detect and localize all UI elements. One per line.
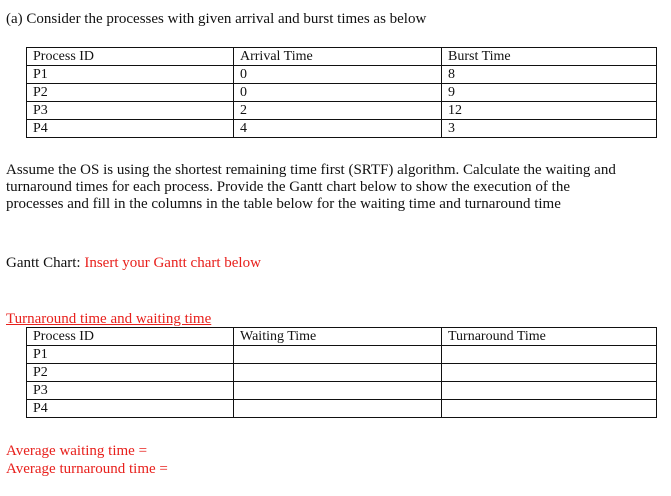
table-row [27, 346, 657, 364]
process-id-cell: P2 [27, 84, 234, 102]
table-row [27, 400, 657, 418]
header-turnaround-time: Turnaround Time [442, 328, 657, 346]
turnaround-time-cell[interactable] [442, 346, 657, 364]
arrival-time-cell: 0 [234, 66, 442, 84]
waiting-time-cell[interactable] [234, 346, 442, 364]
process-id-cell: P4 [27, 120, 234, 138]
instructions-paragraph: Assume the OS is using the shortest remaining time first (SRTF) algorithm. Calculate the waiting and turnaround times for each process. Provide the Gantt chart below to show the execution of the processes and fill in the columns in the table below for the waiting time and turnaround time [6, 162, 616, 212]
table-row [27, 120, 657, 138]
gantt-chart-prompt: Insert your Gantt chart below [84, 255, 261, 271]
burst-time-cell: 12 [442, 102, 657, 120]
average-waiting-time-label: Average waiting time = [6, 443, 148, 459]
process-id-cell: P1 [27, 66, 234, 84]
burst-time-cell: 8 [442, 66, 657, 84]
waiting-time-cell[interactable] [234, 382, 442, 400]
table-header-row [27, 48, 657, 66]
arrival-time-cell: 2 [234, 102, 442, 120]
table-row [27, 84, 657, 102]
table-row [27, 66, 657, 84]
burst-time-cell: 9 [442, 84, 657, 102]
turnaround-time-cell[interactable] [442, 382, 657, 400]
burst-time-cell: 3 [442, 120, 657, 138]
process-id-cell: P3 [27, 102, 234, 120]
table-header-row [27, 328, 657, 346]
header-burst-time: Burst Time [442, 48, 657, 66]
process-table [26, 47, 657, 138]
average-turnaround-time-label: Average turnaround time = [6, 461, 168, 477]
table-row [27, 364, 657, 382]
arrival-time-cell: 4 [234, 120, 442, 138]
results-heading: Turnaround time and waiting time [6, 311, 212, 327]
process-id-cell: P1 [27, 346, 234, 364]
turnaround-time-cell[interactable] [442, 400, 657, 418]
waiting-time-cell[interactable] [234, 400, 442, 418]
arrival-time-cell: 0 [234, 84, 442, 102]
results-table [26, 327, 657, 418]
waiting-time-cell[interactable] [234, 364, 442, 382]
table-row [27, 382, 657, 400]
header-arrival-time: Arrival Time [234, 48, 442, 66]
process-id-cell: P2 [27, 364, 234, 382]
header-process-id: Process ID [27, 48, 234, 66]
table-row [27, 102, 657, 120]
gantt-chart-label: Gantt Chart: [6, 255, 81, 271]
question-text: (a) Consider the processes with given arrival and burst times as below [6, 11, 427, 27]
turnaround-time-cell[interactable] [442, 364, 657, 382]
process-id-cell: P4 [27, 400, 234, 418]
header-waiting-time: Waiting Time [234, 328, 442, 346]
header-process-id: Process ID [27, 328, 234, 346]
process-id-cell: P3 [27, 382, 234, 400]
gantt-chart-line [6, 255, 261, 272]
